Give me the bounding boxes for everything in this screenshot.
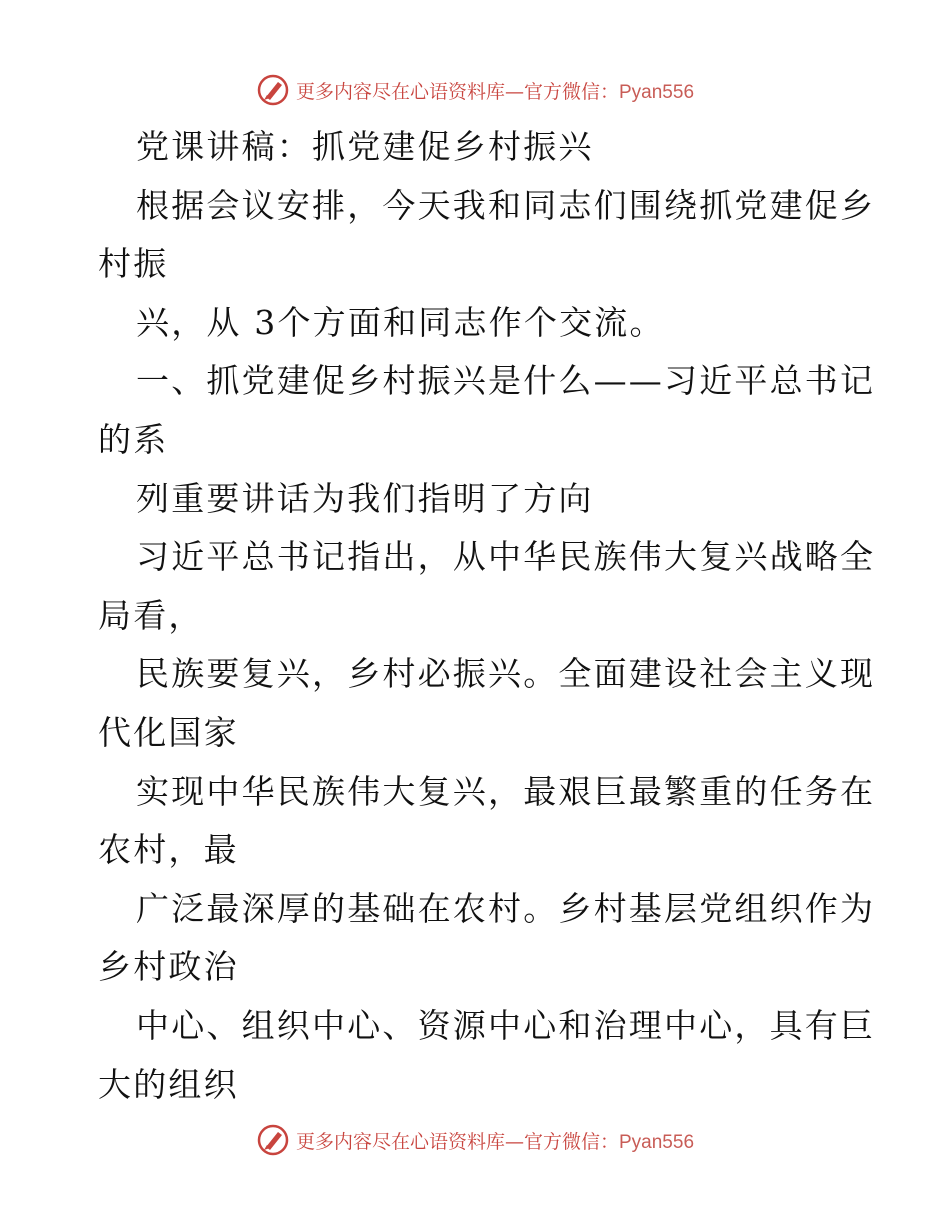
text-line: 局看， [98, 595, 204, 635]
text-line: 农村，最 [98, 830, 239, 870]
pen-nib-logo-icon [256, 1123, 290, 1157]
watermark-text [296, 1127, 694, 1154]
text-line: 实现中华民族伟大复兴，最艰巨最繁重的任务在 [136, 771, 876, 811]
watermark-account: Pyan556 [619, 1131, 695, 1153]
watermark-label: 更多内容尽在心语资料库—官方微信： [295, 80, 619, 103]
pen-nib-logo-icon [256, 73, 290, 107]
text-line: 乡村政治 [98, 947, 239, 987]
text-line: 的系 [98, 419, 169, 459]
text-line: 党课讲稿：抓党建促乡村振兴 [136, 127, 594, 166]
text-line: 习近平总书记指出，从中华民族伟大复兴战略全 [136, 537, 876, 577]
footer-watermark [0, 1120, 950, 1160]
text-line: 列重要讲话为我们指明了方向 [136, 478, 594, 518]
text-line: 大的组织 [98, 1064, 239, 1104]
watermark-label: 更多内容尽在心语资料库—官方微信： [295, 1130, 619, 1153]
text-line: 中心、组织中心、资源中心和治理中心，具有巨 [136, 1005, 876, 1045]
document-body [98, 118, 876, 1114]
text-line: 村振 [98, 244, 169, 284]
header-watermark [0, 70, 950, 110]
text-line: 兴，从 3个方面和同志作个交流。 [136, 302, 665, 342]
watermark-text [296, 77, 694, 104]
text-line: 民族要复兴，乡村必振兴。全面建设社会主义现 [136, 654, 876, 694]
text-line: 一、抓党建促乡村振兴是什么——习近平总书记 [136, 361, 876, 401]
text-line: 代化国家 [98, 712, 239, 752]
text-line: 根据会议安排，今天我和同志们围绕抓党建促乡 [136, 185, 876, 225]
watermark-account: Pyan556 [619, 81, 695, 103]
text-line: 广泛最深厚的基础在农村。乡村基层党组织作为 [136, 888, 876, 928]
